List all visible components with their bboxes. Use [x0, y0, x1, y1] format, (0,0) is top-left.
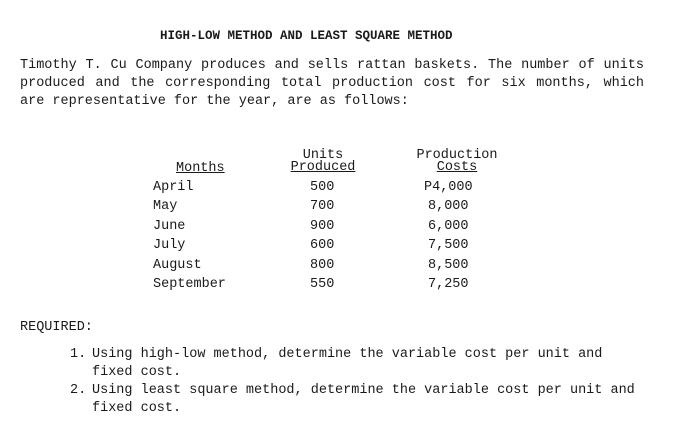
table-row-month: April [153, 180, 194, 195]
required-label: REQUIRED: [20, 320, 93, 335]
requirements-list [70, 346, 645, 418]
intro-paragraph: Timothy T. Cu Company produces and sells rattan baskets. The number of units produced and the corresponding total production cost for six months, which are representative for the year, are as follows: [20, 58, 644, 109]
table-row-month: July [153, 238, 186, 254]
table-row-units: 600 [310, 238, 335, 254]
table-row-units: 900 [310, 218, 335, 234]
months-column [153, 178, 226, 294]
costs-header-line1: Production [416, 148, 498, 163]
table-row-month: June [153, 218, 186, 234]
costs-header-line2: Costs [436, 160, 478, 175]
costs-column [416, 178, 473, 294]
units-produced-header [288, 150, 358, 174]
document-title: HIGH-LOW METHOD AND LEAST SQUARE METHOD [160, 29, 453, 43]
units-header-line2: Produced [290, 160, 356, 175]
table-row-units: 500 [310, 180, 335, 195]
requirement-item [70, 346, 645, 382]
units-column [310, 178, 334, 294]
table-row-month: August [153, 257, 202, 273]
table-row-cost: 7,250 [428, 277, 469, 293]
table-row-units: 550 [310, 277, 335, 293]
requirement-item [70, 382, 645, 418]
requirement-number: 2. [70, 383, 87, 398]
table-row-cost: P4,000 [424, 180, 473, 195]
table-row-month: September [153, 277, 226, 293]
production-costs-header [411, 150, 503, 174]
requirement-text: Using least square method, determine the variable cost per unit and fixed cost. [92, 383, 635, 416]
requirement-number: 1. [70, 347, 87, 362]
months-header: Months [176, 161, 225, 176]
table-row-cost: 8,500 [428, 257, 469, 273]
requirement-text: Using high-low method, determine the variable cost per unit and fixed cost. [92, 347, 603, 380]
table-row-cost: 6,000 [428, 218, 469, 234]
table-row-month: May [153, 199, 178, 215]
table-row-cost: 7,500 [428, 238, 469, 254]
table-row-cost: 8,000 [428, 199, 469, 215]
table-row-units: 700 [310, 199, 335, 215]
units-header-line1: Units [302, 148, 344, 163]
table-row-units: 800 [310, 257, 335, 273]
